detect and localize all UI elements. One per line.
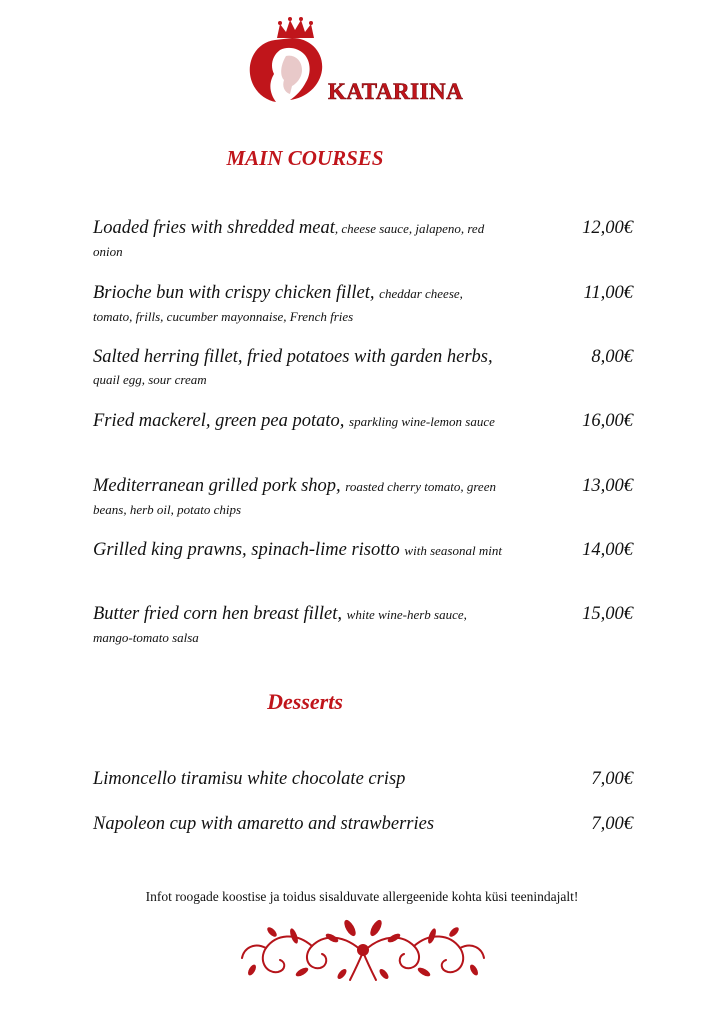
item-price: 12,00€	[582, 218, 633, 238]
desserts-title: Desserts	[267, 689, 343, 714]
menu-item	[93, 346, 633, 391]
item-name: Brioche bun with crispy chicken fillet,	[93, 283, 380, 303]
brand-name: KATARIINA	[328, 79, 464, 104]
item-desc: white wine-herb sauce, mango-tomato salsa	[93, 607, 467, 645]
item-name: Mediterranean grilled pork shop,	[93, 476, 346, 496]
item-price: 7,00€	[591, 769, 633, 789]
menu-item	[93, 603, 633, 649]
crown-icon	[277, 20, 314, 38]
menu-item	[93, 282, 633, 328]
item-price: 7,00€	[591, 814, 633, 834]
item-desc: , cheese sauce, jalapeno, red onion	[93, 221, 485, 259]
item-name: Fried mackerel, green pea potato,	[93, 411, 350, 431]
dessert-item	[93, 813, 633, 835]
menu-item	[93, 410, 633, 433]
menu-item	[93, 539, 633, 562]
item-name: Butter fried corn hen breast fillet,	[93, 604, 347, 624]
item-price: 8,00€	[591, 347, 633, 367]
item-desc: quail egg, sour cream	[93, 372, 207, 387]
item-desc: roasted cherry tomato, green beans, herb oil, potato chips	[93, 479, 496, 517]
item-price: 14,00€	[582, 540, 633, 560]
item-price: 11,00€	[583, 283, 633, 303]
item-name: Napoleon cup with amaretto and strawberries	[93, 814, 435, 834]
allergen-note: Infot roogade koostise ja toidus sisalduvate allergeenide kohta küsi teenindajalt!	[145, 889, 579, 904]
item-desc: with seasonal mint	[404, 543, 502, 558]
katariina-logo	[240, 16, 490, 108]
item-name: Limoncello tiramisu white chocolate crisp	[93, 769, 406, 789]
menu-item	[93, 217, 633, 263]
dessert-item	[93, 768, 633, 790]
main-courses-title: MAIN COURSES	[226, 146, 384, 170]
item-name: Grilled king prawns, spinach-lime risotto	[93, 540, 405, 560]
item-name: Loaded fries with shredded meat	[93, 218, 335, 238]
item-price: 13,00€	[582, 476, 633, 496]
item-desc: sparkling wine-lemon sauce	[349, 414, 495, 429]
item-desc: cheddar cheese, tomato, frills, cucumber mayonnaise, French fries	[93, 286, 463, 324]
menu-item	[93, 475, 633, 521]
item-price: 15,00€	[582, 604, 633, 624]
item-name: Salted herring fillet, fried potatoes with garden herbs,	[93, 347, 493, 367]
floral-ornament-icon	[232, 912, 494, 986]
item-price: 16,00€	[582, 411, 633, 431]
